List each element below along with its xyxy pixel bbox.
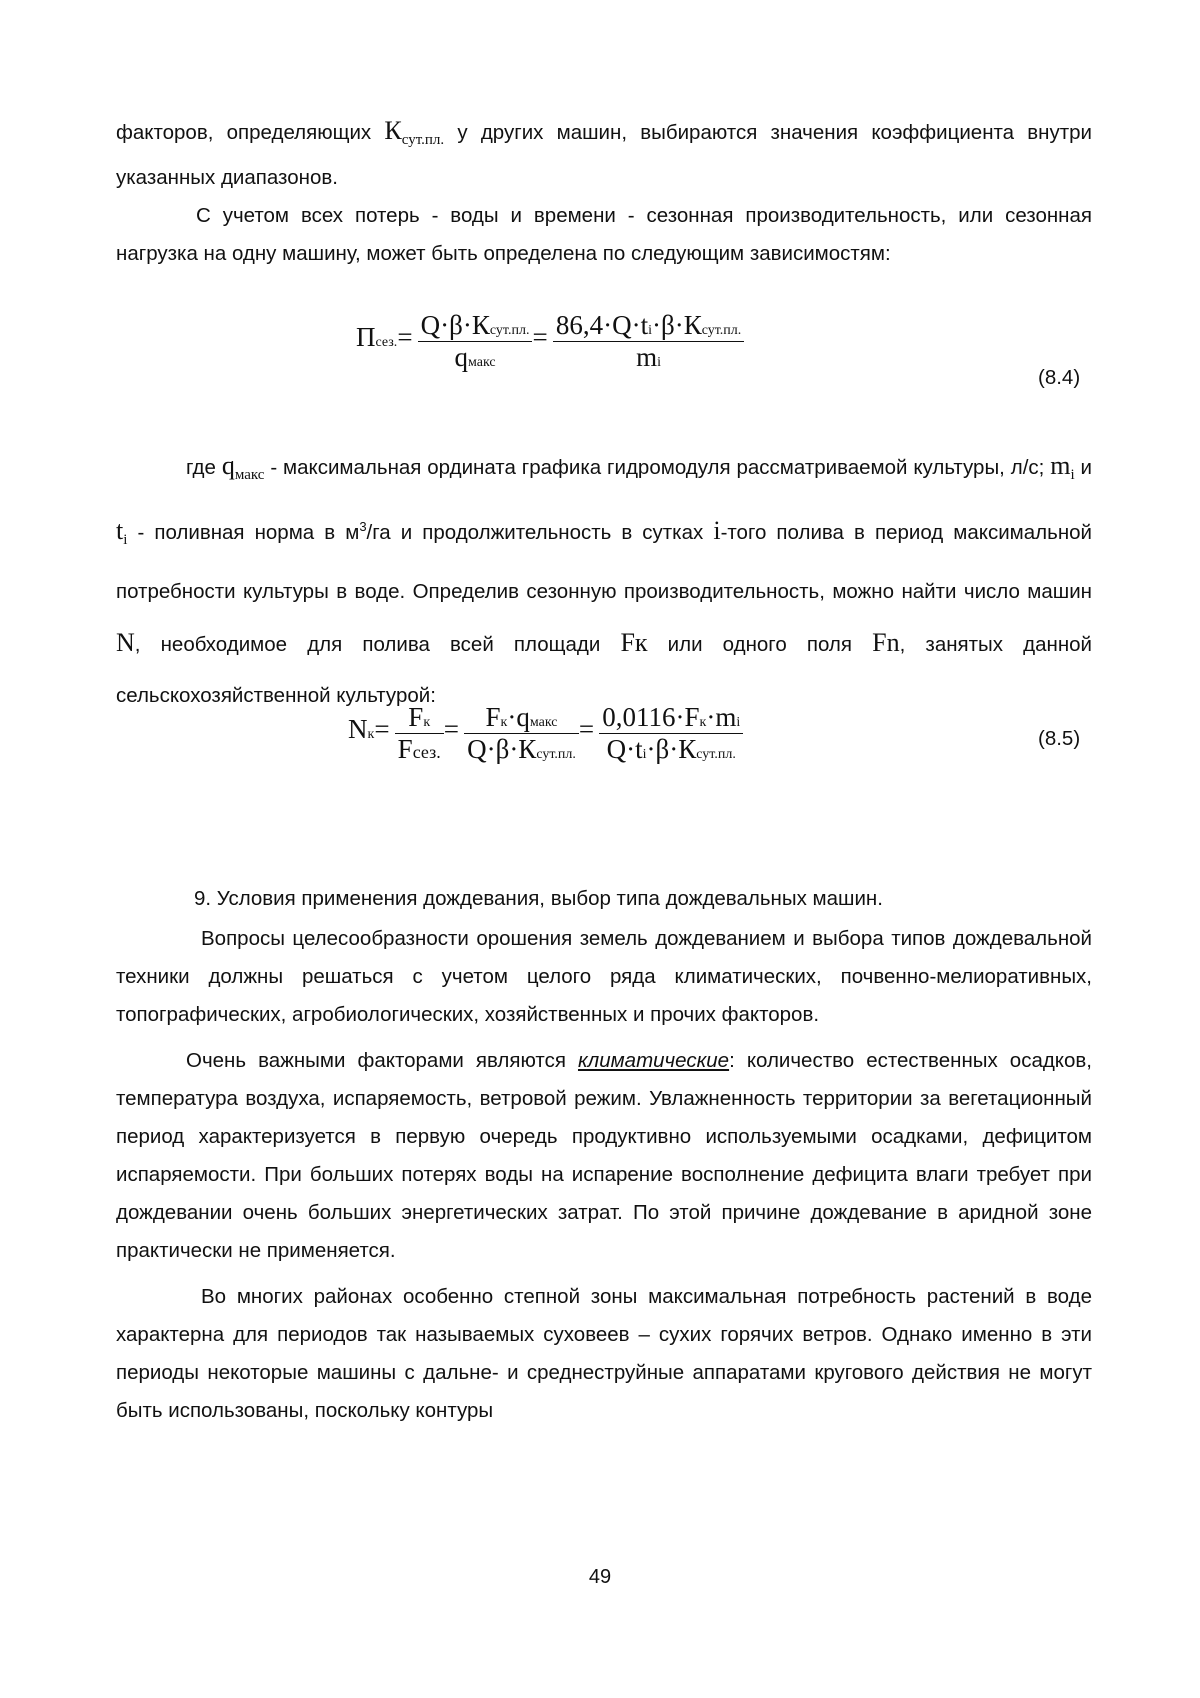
text-run: где xyxy=(186,456,216,479)
symbol-q: q xyxy=(222,451,235,480)
text-run: , занятых данной сельскохозяйственной культурой: xyxy=(116,633,1092,707)
term: 0,0116·F xyxy=(602,702,699,732)
term-sub: к xyxy=(700,715,707,730)
equals-sign: = xyxy=(444,714,459,744)
equals-sign: = xyxy=(374,714,389,744)
paragraph-explanation xyxy=(116,440,1092,721)
paragraph-climatic xyxy=(116,1042,1092,1270)
denominator xyxy=(464,734,579,765)
term-sub: i xyxy=(657,355,661,370)
term: ·β·К xyxy=(647,734,697,764)
equation-number: (8.4) xyxy=(1038,366,1080,390)
term-sub: к xyxy=(423,715,430,730)
term: ·m xyxy=(706,702,736,732)
term: F xyxy=(408,702,423,732)
term-sub: i xyxy=(643,747,647,762)
explanation-text xyxy=(116,440,1092,721)
term-sub: сут.пл. xyxy=(702,323,742,338)
formula-lhs: П xyxy=(356,322,376,352)
equation-number: (8.5) xyxy=(1038,727,1080,751)
term-sub: к xyxy=(501,715,508,730)
symbol-subscript: i xyxy=(1070,467,1074,483)
term-sub: i xyxy=(736,715,740,730)
term: F xyxy=(398,734,413,764)
equals-sign: = xyxy=(397,322,412,352)
term-sub: i xyxy=(648,323,652,338)
text-run: или одного поля xyxy=(668,633,852,656)
text-run: , необходимое для полива всей площади xyxy=(135,633,601,656)
term: F xyxy=(486,702,501,732)
text-run: у других машин, выбираются значения коэффициента внутри указанных диапазонов. xyxy=(116,121,1092,189)
fraction xyxy=(395,702,444,765)
fraction xyxy=(553,310,744,373)
text-run: - поливная норма в м xyxy=(137,521,359,544)
text-run: Очень важными факторами являются xyxy=(186,1049,566,1072)
denominator xyxy=(395,734,444,765)
term: ·q xyxy=(507,702,530,732)
fraction xyxy=(464,702,579,765)
symbol-subscript: макс xyxy=(235,467,265,483)
term: Q·β·К xyxy=(421,310,490,340)
formula-8-5 xyxy=(348,702,743,765)
numerator xyxy=(464,702,579,734)
equals-sign: = xyxy=(579,714,594,744)
paragraph-seasonal: С учетом всех потерь - воды и времени - сезонная производительность, или сезонная нагрузка на одну машину, может быть определена по следующим зависимостям: xyxy=(116,197,1092,273)
formula-8-4 xyxy=(356,310,744,373)
superscript: 3 xyxy=(359,519,366,534)
numerator xyxy=(599,702,743,734)
emphasis-term: климатические xyxy=(578,1049,729,1072)
paragraph-continuation xyxy=(116,112,1092,197)
section-heading-block xyxy=(116,880,1092,918)
term: Q·t xyxy=(607,734,643,764)
symbol-i: i xyxy=(713,516,720,545)
text-run: /га и продолжительность в сутках xyxy=(367,521,704,544)
numerator xyxy=(395,702,444,734)
body-text xyxy=(116,920,1092,1430)
text-run: и xyxy=(1081,456,1092,479)
document-page xyxy=(0,0,1200,1698)
symbol-t: t xyxy=(116,516,123,545)
fraction xyxy=(418,310,533,373)
term-sub: сут.пл. xyxy=(696,747,736,762)
symbol-N: N xyxy=(116,628,135,657)
denominator xyxy=(418,342,533,373)
symbol-K: К xyxy=(384,116,401,145)
term: q xyxy=(455,342,469,372)
denominator xyxy=(553,342,744,373)
paragraph-steppe: Во многих районах особенно степной зоны максимальная потребность растений в воде характерна для периодов так называемых суховеев – сухих горячих ветров. Однако именно в эти периоды некоторые машины с дальне- и среднеструйные аппаратами кругового действия не могут быть использованы, поскольку контуры xyxy=(116,1278,1092,1430)
text-run: факторов, определяющих xyxy=(116,121,371,144)
numerator xyxy=(553,310,744,342)
formula-lhs-sub: к xyxy=(368,727,375,742)
equals-sign: = xyxy=(532,322,547,352)
text-run: - максимальная ордината графика гидромодуля рассматриваемой культуры, л/с; xyxy=(270,456,1044,479)
symbol-Fk: Fк xyxy=(620,628,647,657)
term: 86,4·Q·t xyxy=(556,310,648,340)
symbol-m: m xyxy=(1050,451,1070,480)
term-sub: сут.пл. xyxy=(536,747,576,762)
numerator xyxy=(418,310,533,342)
term: m xyxy=(636,342,657,372)
term-sub: макс xyxy=(530,715,558,730)
term: Q·β·К xyxy=(467,734,536,764)
denominator xyxy=(599,734,743,765)
formula-lhs: N xyxy=(348,714,368,744)
fraction xyxy=(599,702,743,765)
term-sub: сез. xyxy=(413,742,441,762)
formula-lhs-sub: сез. xyxy=(376,335,398,350)
term-sub: макс xyxy=(468,355,496,370)
page-number: 49 xyxy=(0,1566,1200,1589)
symbol-subscript: i xyxy=(123,532,127,548)
symbol-Fn: Fn xyxy=(872,628,899,657)
section-heading: 9. Условия применения дождевания, выбор типа дождевальных машин. xyxy=(116,880,1092,918)
intro-text xyxy=(116,112,1092,273)
text-run: : количество естественных осадков, температура воздуха, испаряемость, ветровой режим. Увлажненность территории за вегетационный период характеризуется в первую очередь продуктивно используемыми осадками, дефицитом испаряемости. При больших потерях воды на испарение восполнение дефицита влаги требует при дождевании очень больших энергетических затрат. По этой причине дождевание в аридной зоне практически не применяется. xyxy=(116,1049,1092,1262)
text-run: -того полива в период максимальной потребности культуры в воде. Определив сезонную производительность, можно найти число машин xyxy=(116,521,1092,603)
term-sub: сут.пл. xyxy=(490,323,530,338)
symbol-subscript: сут.пл. xyxy=(402,132,444,148)
paragraph-questions: Вопросы целесообразности орошения земель дождеванием и выбора типов дождевальной техники должны решаться с учетом целого ряда климатических, почвенно-мелиоративных, топографических, агробиологических, хозяйственных и прочих факторов. xyxy=(116,920,1092,1034)
term: ·β·К xyxy=(652,310,702,340)
